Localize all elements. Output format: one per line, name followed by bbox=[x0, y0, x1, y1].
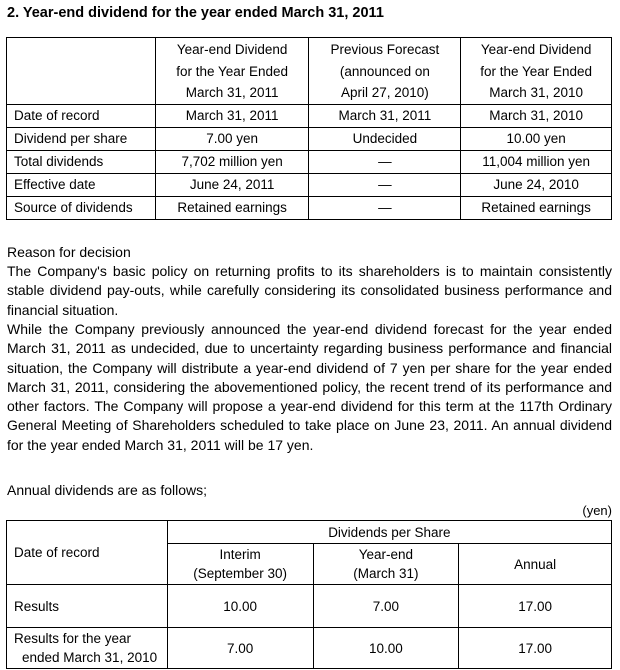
header-line: (March 31) bbox=[353, 566, 419, 581]
reason-paragraph-2: While the Company previously announced the year-end dividend forecast for the year ended March 31, 2011 as undecided, due to uncertainty regarding business performance and financial situation, the Company will distribute a year-end dividend of 7 yen per share for the year ended March 31, 2011, considering the abovementioned policy, the recent trend of its performance and other factors. The Company will propose a year-end dividend for this term at the 117th Ordinary General Meeting of Shareholders scheduled to take place on June 23, 2011. An annual dividend for the year ended March 31, 2011 will be 17 yen. bbox=[7, 321, 612, 453]
header-line: Year-end Dividend bbox=[176, 42, 288, 57]
label-line: ended March 31, 2010 bbox=[22, 650, 158, 665]
table-cell: 11,004 million yen bbox=[461, 150, 612, 173]
table-row bbox=[7, 196, 612, 219]
header-line: (announced on bbox=[339, 63, 430, 79]
dividends-per-share-header: Dividends per Share bbox=[167, 521, 611, 544]
header-line: for the Year Ended bbox=[176, 63, 289, 79]
empty-header-cell bbox=[7, 38, 156, 105]
reason-paragraph-1: The Company's basic policy on returning profits to its shareholders is to maintain consistently stable dividend pay-outs, while carefully considering its consolidated business performance and financial situation. bbox=[7, 263, 612, 318]
table-cell: June 24, 2010 bbox=[461, 173, 612, 196]
table-cell: 7,702 million yen bbox=[155, 150, 309, 173]
table-cell: — bbox=[309, 173, 461, 196]
annual-dividends-intro: Annual dividends are as follows; bbox=[7, 482, 208, 498]
table-cell: 17.00 bbox=[459, 585, 612, 628]
group-header-row bbox=[7, 521, 612, 544]
table-cell: March 31, 2011 bbox=[309, 104, 461, 127]
row-label: Source of dividends bbox=[7, 196, 156, 219]
table-cell: 10.00 yen bbox=[461, 127, 612, 150]
dividend-table bbox=[6, 37, 612, 220]
label-line: Results for the year bbox=[14, 631, 132, 646]
header-line: March 31, 2011 bbox=[185, 85, 279, 100]
table-cell: Retained earnings bbox=[155, 196, 309, 219]
column-header-year-end bbox=[313, 544, 459, 585]
table-row bbox=[7, 127, 612, 150]
header-line: Interim bbox=[219, 547, 261, 562]
table-cell: 7.00 yen bbox=[155, 127, 309, 150]
annual-dividends-table bbox=[6, 520, 612, 669]
section-title: 2. Year-end dividend for the year ended March 31, 2011 bbox=[7, 5, 384, 21]
row-label: Effective date bbox=[7, 173, 156, 196]
table-row bbox=[7, 628, 612, 669]
table-cell: 17.00 bbox=[459, 628, 612, 669]
table-cell: June 24, 2011 bbox=[155, 173, 309, 196]
dividend-table-header-row bbox=[7, 38, 612, 105]
table-cell: 10.00 bbox=[167, 585, 313, 628]
table-cell: 7.00 bbox=[313, 585, 459, 628]
table-row bbox=[7, 104, 612, 127]
table-cell: — bbox=[309, 150, 461, 173]
header-line: (September 30) bbox=[193, 566, 288, 581]
table-row bbox=[7, 585, 612, 628]
table-cell: March 31, 2010 bbox=[461, 104, 612, 127]
header-line: Previous Forecast bbox=[330, 42, 440, 57]
header-line: Year-end bbox=[358, 547, 414, 562]
table-cell: 7.00 bbox=[167, 628, 313, 669]
table-row bbox=[7, 173, 612, 196]
reason-heading: Reason for decision bbox=[7, 244, 131, 260]
table-cell: 10.00 bbox=[313, 628, 459, 669]
table-cell: — bbox=[309, 196, 461, 219]
column-header-interim bbox=[167, 544, 313, 585]
header-year-end-2011 bbox=[155, 38, 309, 105]
header-line: Year-end Dividend bbox=[480, 42, 592, 57]
table-row bbox=[7, 150, 612, 173]
row-label: Dividend per share bbox=[7, 127, 156, 150]
table-cell: March 31, 2011 bbox=[155, 104, 309, 127]
header-previous-forecast bbox=[309, 38, 461, 105]
header-year-end-2010 bbox=[461, 38, 612, 105]
unit-label: (yen) bbox=[582, 503, 612, 518]
header-line: for the Year Ended bbox=[480, 63, 593, 79]
table-cell: Undecided bbox=[309, 127, 461, 150]
row-label: Date of record bbox=[7, 104, 156, 127]
row-label bbox=[7, 628, 168, 669]
header-line: March 31, 2010 bbox=[489, 85, 584, 100]
header-line: April 27, 2010) bbox=[340, 85, 429, 100]
table-cell: Retained earnings bbox=[461, 196, 612, 219]
column-header-annual: Annual bbox=[459, 544, 612, 585]
date-of-record-header: Date of record bbox=[7, 521, 168, 585]
row-label: Results bbox=[7, 585, 168, 628]
row-label: Total dividends bbox=[7, 150, 156, 173]
